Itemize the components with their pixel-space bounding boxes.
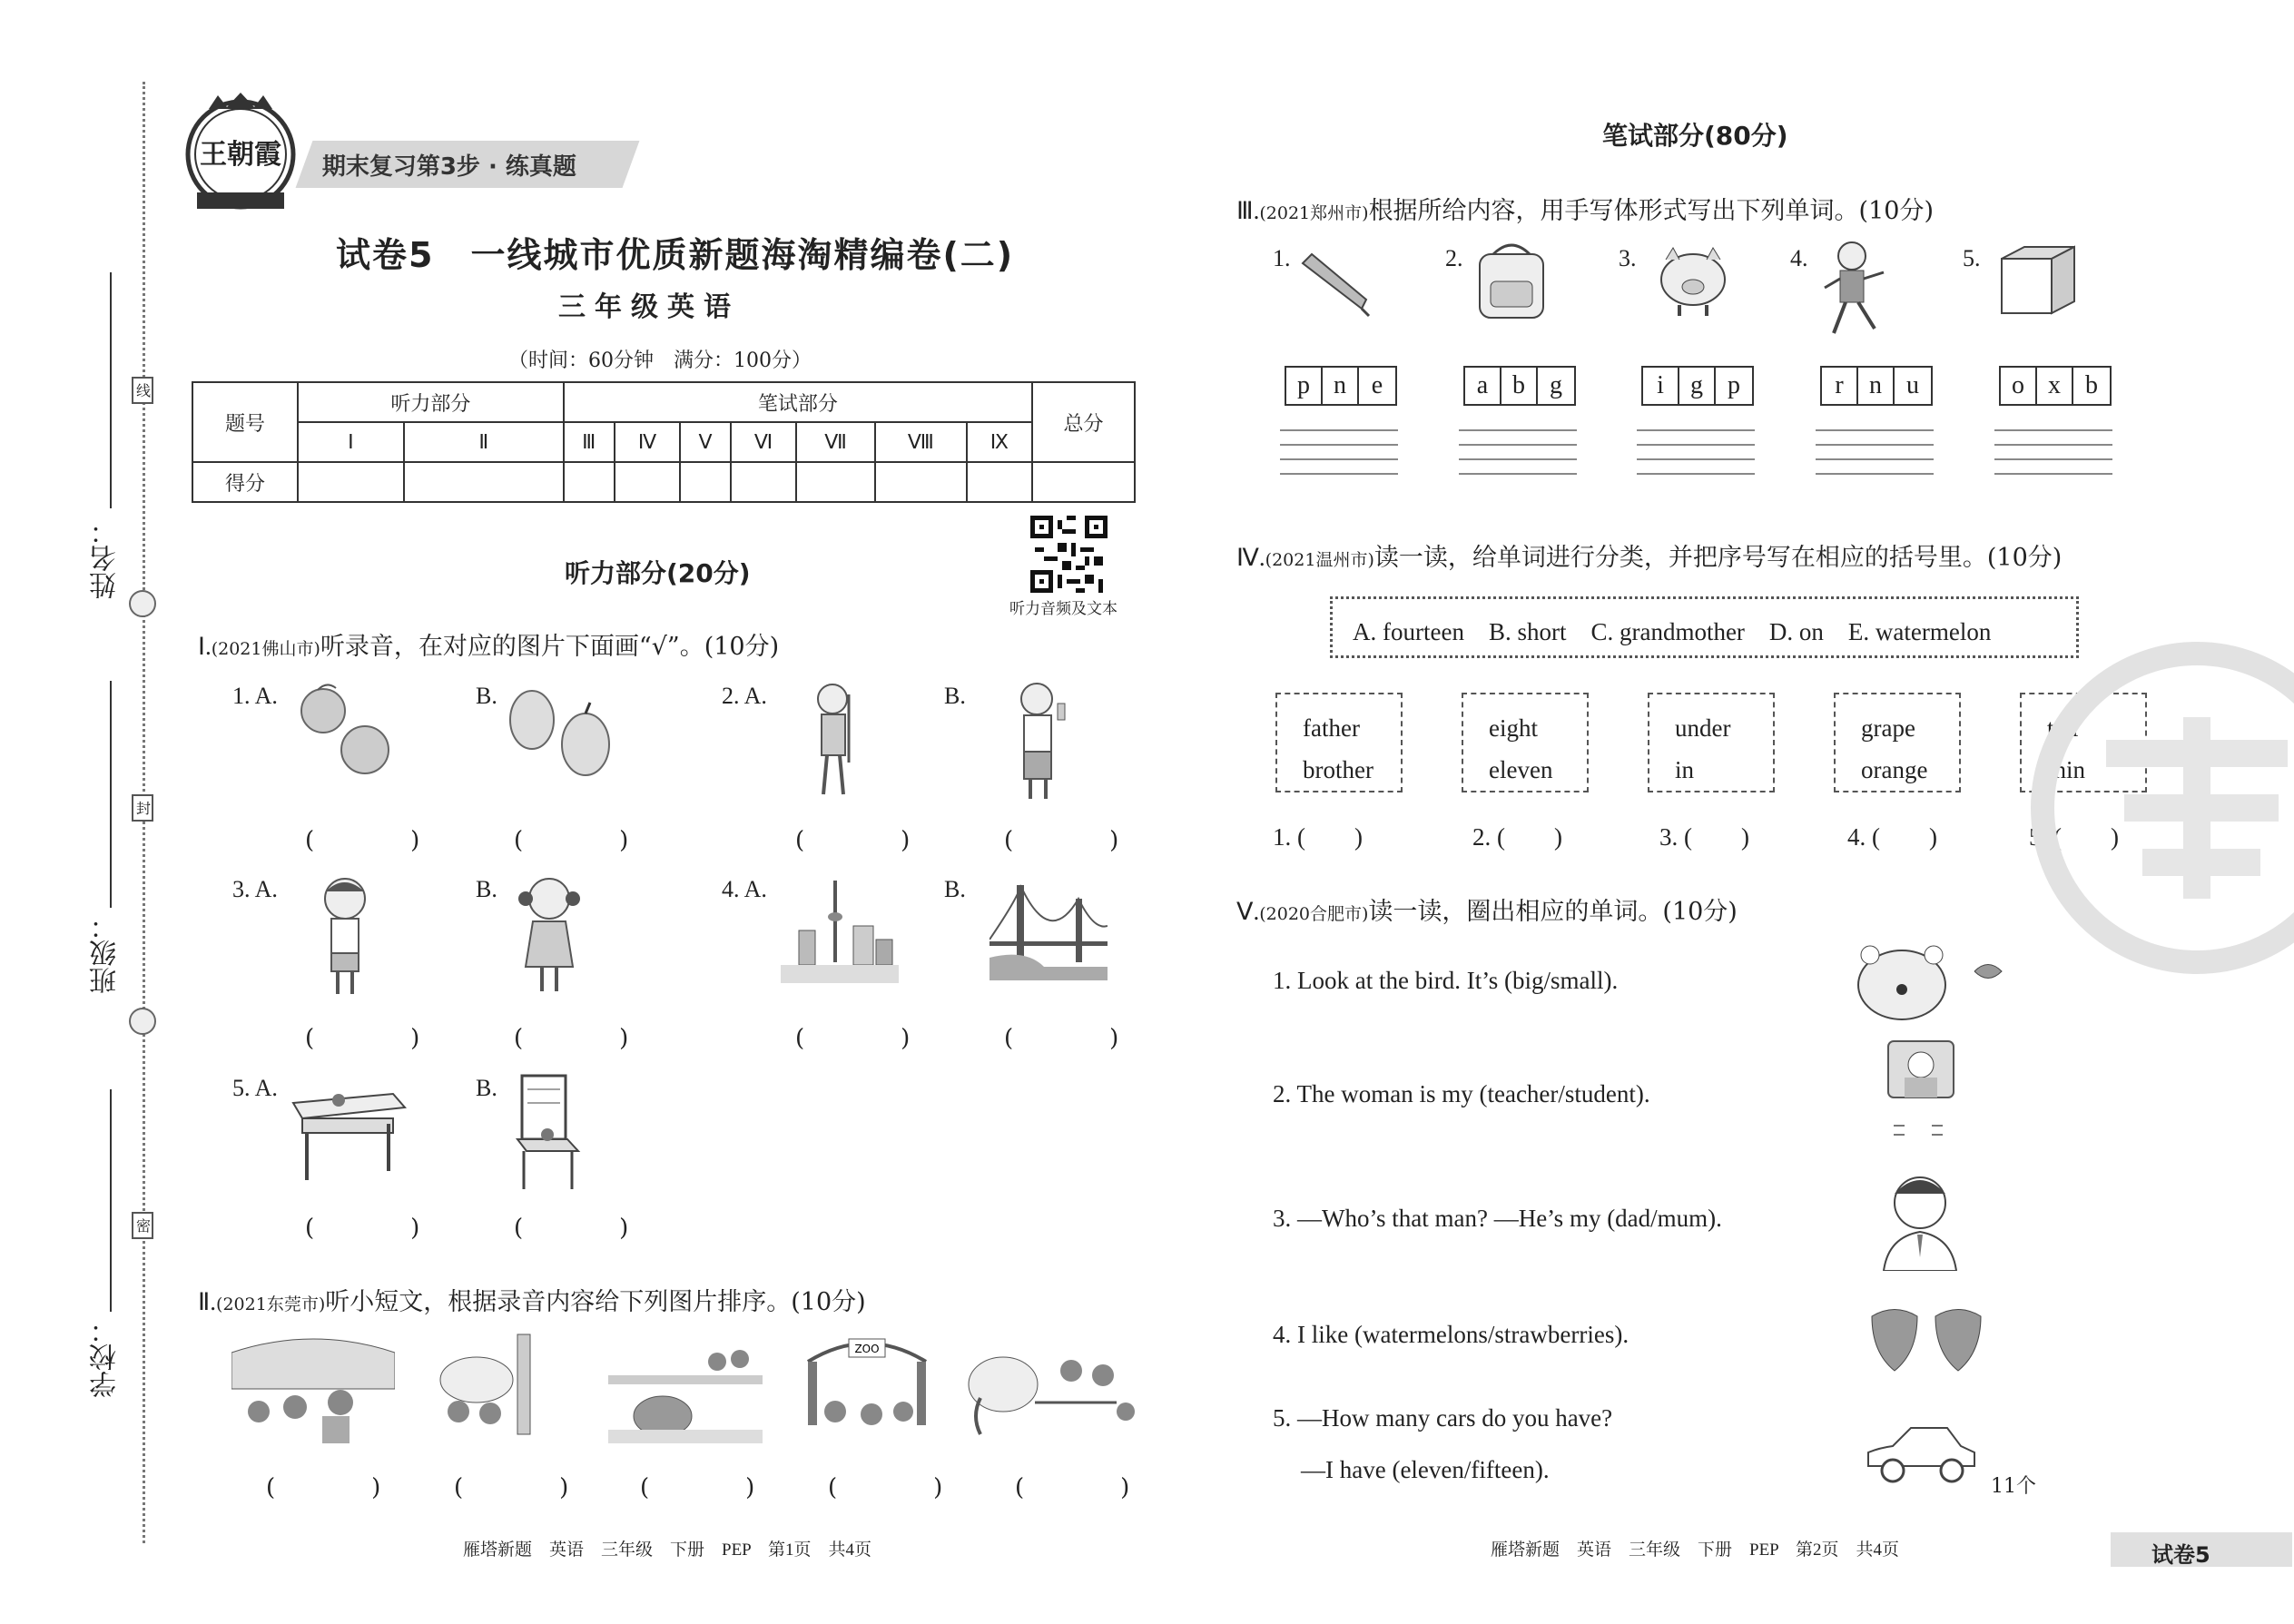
q4-answer-5[interactable]: 5. ( ) [2029, 823, 2119, 851]
question-2-title [198, 1282, 866, 1317]
paper-subtitle: 三年级英语 [558, 291, 740, 323]
q3-number: 4. [1790, 245, 1808, 271]
question-1-title [198, 626, 779, 662]
q4-answer-3[interactable]: 3. ( ) [1659, 823, 1749, 851]
answer-paren[interactable]: ( ) [828, 1474, 980, 1501]
name-line [110, 272, 112, 508]
question-5-title [1236, 891, 1738, 927]
q5-sentence-4: 4. I like (watermelons/strawberries). [1273, 1321, 1629, 1348]
word: thin [2047, 756, 2086, 783]
question-1-roman: Ⅰ. [198, 633, 212, 660]
answer-paren[interactable]: ( ) [1004, 827, 1156, 854]
school-line [110, 1089, 112, 1312]
word: eleven [1489, 756, 1553, 783]
pen-image [1298, 245, 1371, 321]
question-4-title [1236, 537, 2062, 573]
footer-tab [2111, 1532, 2292, 1567]
letter: p [1728, 371, 1740, 399]
letter: n [1323, 368, 1359, 404]
bridge-image [989, 876, 1108, 984]
q1-label: B. [476, 876, 497, 902]
q5-sentence-5b: —I have (eleven/fifteen). [1301, 1456, 1550, 1483]
question-1-text: 听录音，在对应的图片下面画“√”。(10分) [320, 633, 780, 661]
letter-box-3 [1641, 366, 1754, 406]
score-cell[interactable] [875, 462, 967, 502]
seal-mark-mi: 密 [132, 1212, 153, 1239]
word: grape [1861, 714, 1915, 742]
paper-title: 试卷5 一线城市优质新题海淘精编卷(二) [336, 235, 1015, 275]
pig-image [1648, 243, 1734, 324]
chair-image [513, 1071, 586, 1197]
word-group-2 [1462, 693, 1589, 792]
writing-lines[interactable] [1459, 429, 1577, 493]
word: eight [1489, 714, 1538, 742]
score-cell[interactable] [615, 462, 681, 502]
letter: r [1822, 368, 1858, 404]
question-3-title [1236, 191, 1934, 226]
score-table-col: Ⅰ [298, 422, 404, 462]
svg-text:王朝霞: 王朝霞 [200, 139, 281, 171]
teacher-image [1886, 1039, 1959, 1147]
score-cell[interactable] [404, 462, 564, 502]
boy-with-glue-image [1008, 676, 1080, 807]
q3-number: 2. [1445, 245, 1463, 271]
q1-label: B. [476, 1075, 497, 1101]
girl-with-ruler-image [803, 676, 867, 807]
writing-lines[interactable] [1994, 429, 2112, 493]
question-5-roman: Ⅴ. [1236, 898, 1260, 925]
letter-box-5 [1999, 366, 2112, 406]
score-table-col: Ⅴ [680, 422, 731, 462]
score-table [192, 381, 1136, 503]
score-cell[interactable] [1032, 462, 1135, 502]
giraffe-scene-image [431, 1330, 558, 1447]
word: tall [2047, 714, 2079, 742]
letter: x [2037, 368, 2073, 404]
question-3-roman: Ⅲ. [1236, 197, 1260, 224]
car-image [1861, 1421, 1979, 1492]
score-table-label-number: 题号 [192, 382, 298, 462]
time-info: （时间：60分钟 满分：100分） [508, 349, 812, 372]
question-2-text: 听小短文，根据录音内容给下列图片排序。(10分) [325, 1288, 866, 1316]
question-5-text: 读一读，圈出相应的单词。(10分) [1368, 898, 1738, 926]
question-4-source: (2021温州市) [1265, 550, 1374, 570]
binding-hole [129, 1008, 156, 1035]
box-image [1997, 245, 2079, 321]
qr-caption: 听力音频及文本 [1009, 600, 1117, 618]
q1-label: 2. A. [722, 683, 767, 709]
class-label: 班级： [90, 912, 122, 994]
word-group-4 [1834, 693, 1961, 792]
q4-answer-1[interactable]: 1. ( ) [1273, 823, 1363, 851]
q3-number: 1. [1273, 245, 1291, 271]
svg-text:ZOO: ZOO [854, 1343, 880, 1355]
answer-paren[interactable]: ( ) [514, 827, 665, 854]
answer-paren[interactable]: ( ) [514, 1215, 665, 1242]
running-girl-image [1820, 238, 1893, 346]
strawberries-image [1863, 1303, 1999, 1379]
q5-sentence-2: 2. The woman is my (teacher/student). [1273, 1080, 1650, 1107]
score-table-label-score: 得分 [192, 462, 298, 502]
answer-paren[interactable]: ( ) [640, 1474, 792, 1501]
zoo-scene-image [231, 1334, 395, 1447]
question-5-source: (2020合肥市) [1259, 904, 1369, 924]
q3-number: 3. [1619, 245, 1637, 271]
score-table-col: Ⅶ [796, 422, 875, 462]
answer-paren[interactable]: ( ) [305, 1025, 457, 1052]
boy-image [313, 871, 377, 1002]
score-table-col: Ⅱ [404, 422, 564, 462]
question-4-text: 读一读，给单词进行分类，并把序号写在相应的括号里。(10分) [1373, 544, 2063, 572]
bear-scene-image [608, 1348, 763, 1447]
seal-mark-feng: 封 [132, 794, 153, 822]
letter-box-1 [1285, 366, 1397, 406]
word-group-3 [1648, 693, 1775, 792]
q1-label: 4. A. [722, 876, 767, 902]
question-3-source: (2021郑州市) [1259, 203, 1369, 223]
letter: o [2001, 368, 2037, 404]
q5-sentence-1: 1. Look at the bird. It’s (big/small). [1273, 967, 1619, 994]
letter: n [1858, 368, 1895, 404]
score-table-col: Ⅳ [615, 422, 681, 462]
question-4-roman: Ⅳ. [1236, 544, 1265, 571]
q1-label: 3. A. [232, 876, 278, 902]
letter: p [1286, 368, 1323, 404]
q1-label: B. [476, 683, 497, 709]
q3-number: 5. [1963, 245, 1981, 271]
word-options-box: A. fourteen B. short C. grandmother D. on E. watermelon [1330, 596, 2079, 658]
peach-image [290, 679, 399, 787]
question-2-source: (2021东莞市) [216, 1294, 326, 1314]
footer-tab-label: 试卷5 [2151, 1542, 2210, 1568]
letter: e [1371, 371, 1383, 399]
schoolbag-image [1471, 241, 1552, 326]
score-table-col: Ⅷ [875, 422, 967, 462]
binding-margin [86, 54, 186, 1543]
question-2-roman: Ⅱ. [198, 1288, 217, 1315]
header-banner-text: 期末复习第3步 · 练真题 [321, 153, 576, 181]
car-count-label: 11个 [1991, 1475, 2036, 1498]
word: brother [1303, 756, 1373, 783]
writing-section-title: 笔试部分(80分) [1602, 121, 1788, 151]
answer-paren[interactable]: ( ) [795, 1025, 947, 1052]
score-table-total: 总分 [1032, 382, 1135, 462]
writing-lines[interactable] [1637, 429, 1755, 493]
score-table-col: Ⅸ [967, 422, 1032, 462]
qr-code-icon[interactable] [1030, 516, 1108, 593]
score-cell[interactable] [796, 462, 875, 502]
q4-answer-4[interactable]: 4. ( ) [1847, 823, 1937, 851]
class-line [110, 681, 112, 908]
writing-lines[interactable] [1280, 429, 1398, 493]
answer-paren[interactable]: ( ) [305, 1215, 457, 1242]
q1-label: B. [944, 683, 966, 709]
score-table-col: Ⅵ [731, 422, 797, 462]
score-table-writing: 笔试部分 [564, 382, 1032, 422]
q1-label: 1. A. [232, 683, 278, 709]
score-cell[interactable] [967, 462, 1032, 502]
word-group-1 [1275, 693, 1403, 792]
watermark-seal-icon [2020, 635, 2294, 980]
listening-section-title: 听力部分(20分) [565, 558, 751, 588]
school-label: 学校： [90, 1316, 122, 1398]
elephant-scene-image [962, 1334, 1135, 1447]
girl-image [513, 871, 586, 1002]
man-image [1879, 1166, 1961, 1275]
letter: b [1501, 368, 1538, 404]
seal-mark-xian: 线 [132, 377, 153, 404]
footer-right: 雁塔新题 英语 三年级 下册 PEP 第2页 共4页 [1491, 1540, 1900, 1560]
letter: g [1679, 368, 1716, 404]
city-skyline-image [781, 876, 899, 993]
zoo-gate-image [799, 1334, 935, 1447]
letter: g [1550, 371, 1562, 399]
letter: b [2085, 371, 2098, 399]
bear-and-bird-image [1852, 935, 2015, 1029]
answer-paren[interactable]: ( ) [795, 827, 947, 854]
q5-sentence-5a: 5. —How many cars do you have? [1273, 1404, 1613, 1432]
word: father [1303, 714, 1360, 742]
score-table-listening: 听力部分 [298, 382, 564, 422]
pear-image [499, 679, 617, 787]
question-1-source: (2021佛山市) [211, 639, 320, 659]
header-banner [296, 141, 640, 188]
score-cell[interactable] [298, 462, 404, 502]
word: in [1675, 756, 1695, 783]
letter: a [1465, 368, 1501, 404]
answer-paren[interactable]: ( ) [454, 1474, 605, 1501]
q1-label: 5. A. [232, 1075, 278, 1101]
letter: i [1643, 368, 1679, 404]
score-cell[interactable] [680, 462, 731, 502]
q5-sentence-3: 3. —Who’s that man? —He’s my (dad/mum). [1273, 1205, 1722, 1232]
score-cell[interactable] [731, 462, 797, 502]
word: under [1675, 714, 1731, 742]
letter: u [1906, 371, 1919, 399]
answer-paren[interactable]: ( ) [514, 1025, 665, 1052]
letter-box-2 [1463, 366, 1576, 406]
binding-hole [129, 590, 156, 617]
score-table-col: Ⅲ [564, 422, 615, 462]
question-3-text: 根据所给内容，用手写体形式写出下列单词。(10分) [1368, 197, 1934, 225]
answer-paren[interactable]: ( ) [1004, 1025, 1156, 1052]
score-cell[interactable] [564, 462, 615, 502]
letter-box-4 [1820, 366, 1933, 406]
desk-image [289, 1080, 407, 1188]
footer-left: 雁塔新题 英语 三年级 下册 PEP 第1页 共4页 [463, 1540, 872, 1560]
brand-logo [177, 91, 304, 218]
answer-paren[interactable]: ( ) [305, 827, 457, 854]
name-label: 姓名： [90, 517, 122, 599]
answer-paren[interactable]: ( ) [266, 1474, 418, 1501]
answer-paren[interactable]: ( ) [1015, 1474, 1167, 1501]
word: orange [1861, 756, 1928, 783]
writing-lines[interactable] [1816, 429, 1934, 493]
q4-answer-2[interactable]: 2. ( ) [1472, 823, 1562, 851]
q1-label: B. [944, 876, 966, 902]
